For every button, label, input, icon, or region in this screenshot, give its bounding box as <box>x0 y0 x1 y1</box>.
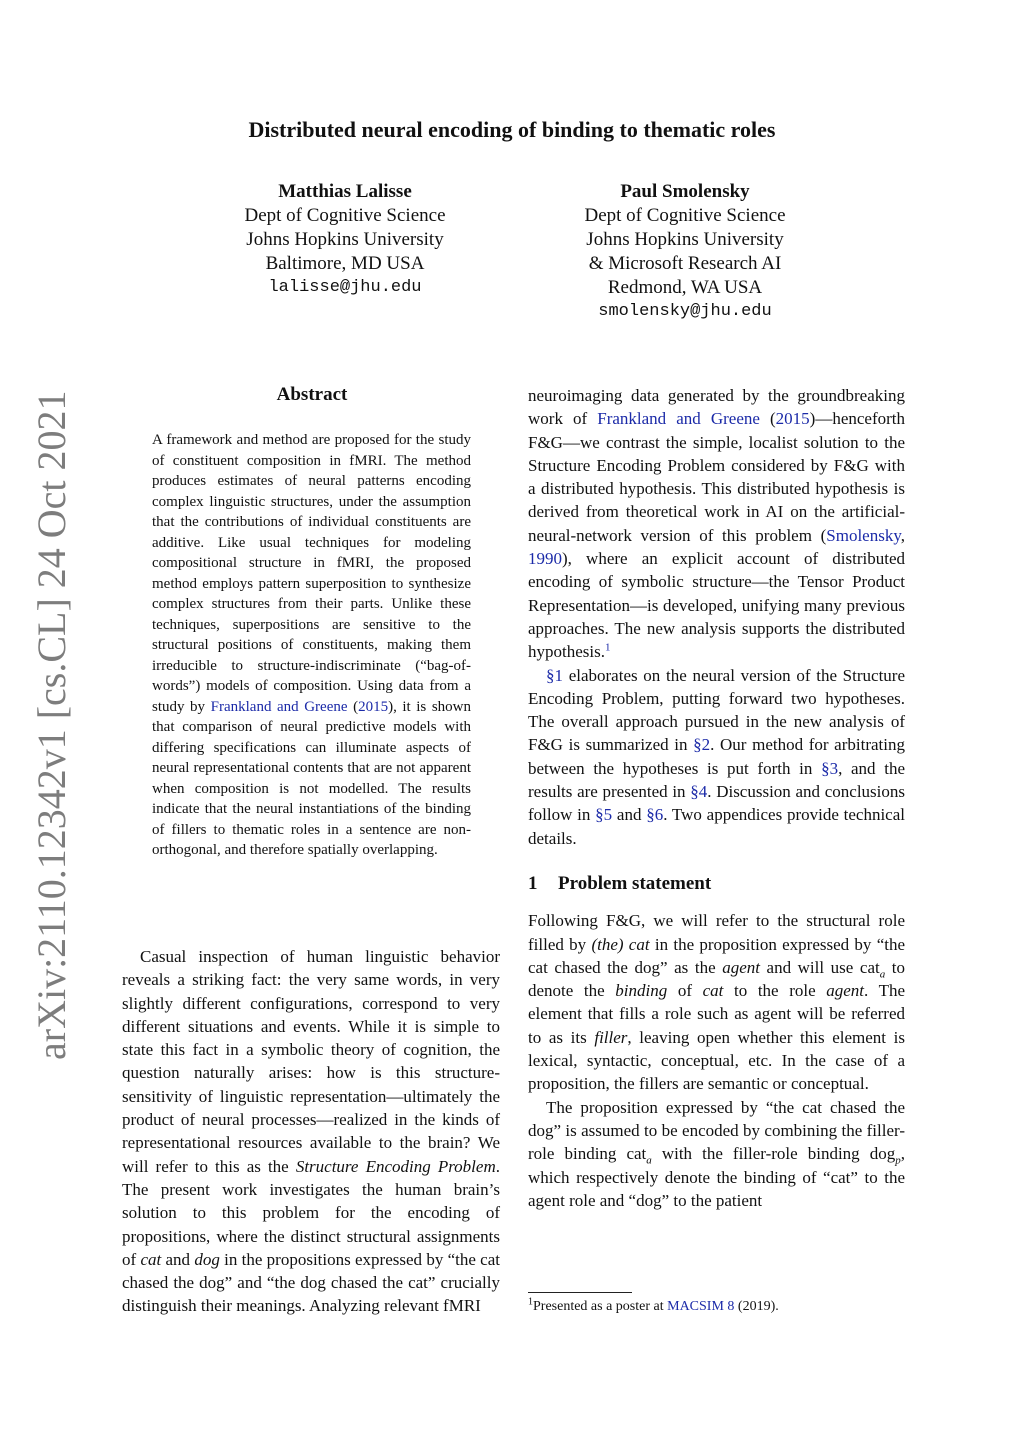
section-paragraph: Following F&G, we will refer to the structural role filled by (the) cat in the proposition expressed by “the cat chased the dog” as the agent and will use cat$_a$ to denote the binding of cat to the role agent. The element that fills a role such as agent will be referred to as its filler, leaving open whether this element is lexical, syntactic, conceptual, etc. In the case of a proposition, the fillers are semantic or conceptual. <box>528 911 906 1094</box>
abstract-body: A framework and method are proposed for the study of constituent composition in fMRI. The method produces estimates of neural patterns encoding complex linguistic structures, under the assumption that the contributions of individual constituents are additive. Like usual techniques for modeling compositional structure in fMRI, the proposed method employs pattern superposition to synthesize complex structures from their parts. Unlike these techniques, superpositions are sensitive to the structural positions of constituents, making them irreducible to structure-indiscriminate (“bag-of-words”) models of composition. Using data from a study by Frankland and Greene (2015), it is shown that comparison of neural predictive models with differing specifications can illuminate aspects of neural representational contents that are not apparent when composition is not modelled. The results indicate that the neural instantiations of the binding of fillers to thematic roles in a sentence are non-orthogonal, and therefore spatially overlapping. <box>152 432 471 858</box>
section-ref-link[interactable]: §1 <box>546 665 563 685</box>
author-block-2 <box>535 180 835 324</box>
intro-paragraph-continued: neuroimaging data generated by the groundbreaking work of Frankland and Greene (2015)—henceforth F&G—we contrast the simple, localist solution to the Structure Encoding Problem considered by F&G with a distributed hypothesis. This distributed hypothesis is derived from theoretical work in AI on the artificial-neural-network version of this problem (Smolensky, 1990), where an explicit account of distributed encoding of symbolic structure—the Tensor Product Representation—is developed, unifying many previous approaches. The new analysis supports the distributed hypothesis.$^1$ <box>528 386 905 662</box>
author-name: Matthias Lalisse <box>278 181 412 202</box>
author-block-1 <box>195 180 495 300</box>
section-ref-link[interactable]: §4 <box>690 782 708 802</box>
intro-continued-text: in the propositions expressed by “the cat chased the dog” and “the dog chased the cat” crucially distinguish their meanings. Analyzing relevant fMRI <box>122 1249 501 1316</box>
roadmap-paragraph: §1 elaborates on the neural version of the Structure Encoding Problem, putting forward two hypotheses. The overall approach pursued in the new analysis of F&G is summarized in §2. Our method for arbitrating between the hypotheses is put forth in §3, and the results are presented in §4. Discussion and conclusions follow in §5 and §6. Two appendices provide technical details. <box>528 665 905 848</box>
left-column <box>122 945 500 1318</box>
section-ref-link[interactable]: §2 <box>693 735 711 755</box>
author-affiliation: Johns Hopkins University <box>586 229 784 250</box>
citation-link[interactable]: Smolensky <box>826 525 901 545</box>
footnote-marker[interactable]: 1 <box>604 641 611 654</box>
footnote-rule <box>528 1292 632 1293</box>
author-affiliation: Dept of Cognitive Science <box>584 205 786 226</box>
arxiv-identifier: arXiv:2110.12342v1 [cs.CL] 24 Oct 2021 <box>29 390 74 1060</box>
citation-year-link[interactable]: 1990 <box>528 549 562 569</box>
citation-year-link[interactable]: 2015 <box>775 409 810 429</box>
abstract-text: A framework and method are proposed for the study of constituent composition in fMRI. The method produces estimates of neural patterns encoding complex linguistic structures, under the assumption that the contributions of individual constituents are additive. Like usual techniques for modeling compositional structure in fMRI, the proposed method employs pattern superposition to synthesize complex structures from their parts. Unlike these techniques, superpositions are sensitive to the structural positions of constituents, making them irreducible to structure-indiscriminate (“bag-of-words”) models of composition. Using data from a study by <box>152 432 471 715</box>
author-name: Paul Smolensky <box>620 181 750 202</box>
author-affiliation: Dept of Cognitive Science <box>244 205 446 226</box>
section-paragraph: The proposition expressed by “the cat chased the dog” is assumed to be encoded by combining the filler-role binding cat$_a$ with the filler-role binding dog$_p$, which respectively denote the binding of “cat” to the agent role and “dog” to the patient <box>528 1097 905 1210</box>
author-affiliation: Redmond, WA USA <box>607 277 763 298</box>
abstract-heading: Abstract <box>276 384 348 405</box>
intro-paragraph: Casual inspection of human linguistic behavior reveals a striking fact: the very same words, in very slightly different configurations, correspond to very different situations and events. While it is simple to state this fact in a symbolic theory of cognition, the question naturally arises: how is this structure-sensitivity of linguistic representation—ultimately the product of neural processes—realized in the kinds of representational resources available to the brain? We will refer to this as the Structure Encoding Problem. The present work investigates the human brain’s solution to this problem for the encoding of propositions, where the distinct structural assignments of cat and dog in the propositions expressed by “the cat chased the dog” and “the dog chased the cat” crucially distinguish their meanings. Analyzing relevant fMRI <box>122 947 501 1316</box>
right-column <box>528 384 905 1212</box>
author-email[interactable]: lalisse@jhu.edu <box>268 278 422 297</box>
section-ref-link[interactable]: §5 <box>595 805 613 825</box>
citation-link[interactable]: Frankland and Greene <box>597 409 760 429</box>
section-ref-link[interactable]: §3 <box>821 758 839 778</box>
citation-year-link[interactable]: 2015 <box>358 698 389 715</box>
author-affiliation: Johns Hopkins University <box>246 229 444 250</box>
author-affiliation: Baltimore, MD USA <box>265 253 425 274</box>
abstract-text: ), it is shown that comparison of neural predictive models with differing specifications can illuminate aspects of neural representational contents that are not apparent when composition is not modelled. The results indicate that the neural instantiations of the binding of fillers to thematic roles in a sentence are non-orthogonal, and therefore spatially overlapping. <box>152 698 471 858</box>
footnote: $^1$Presented as a poster at MACSIM 8 (2019). <box>528 1296 779 1314</box>
section-title: Problem statement <box>558 872 712 894</box>
section-number: 1 <box>528 872 538 894</box>
author-affiliation: & Microsoft Research AI <box>588 253 782 274</box>
section-heading <box>528 872 905 895</box>
paper-title: Distributed neural encoding of binding to thematic roles <box>248 117 776 142</box>
footnote-link[interactable]: MACSIM 8 <box>667 1299 735 1314</box>
section-ref-link[interactable]: §6 <box>646 805 664 825</box>
author-email[interactable]: smolensky@jhu.edu <box>598 302 772 321</box>
citation-link[interactable]: Frankland and Greene <box>210 698 348 715</box>
footnote-mark: 1 <box>528 1296 533 1308</box>
